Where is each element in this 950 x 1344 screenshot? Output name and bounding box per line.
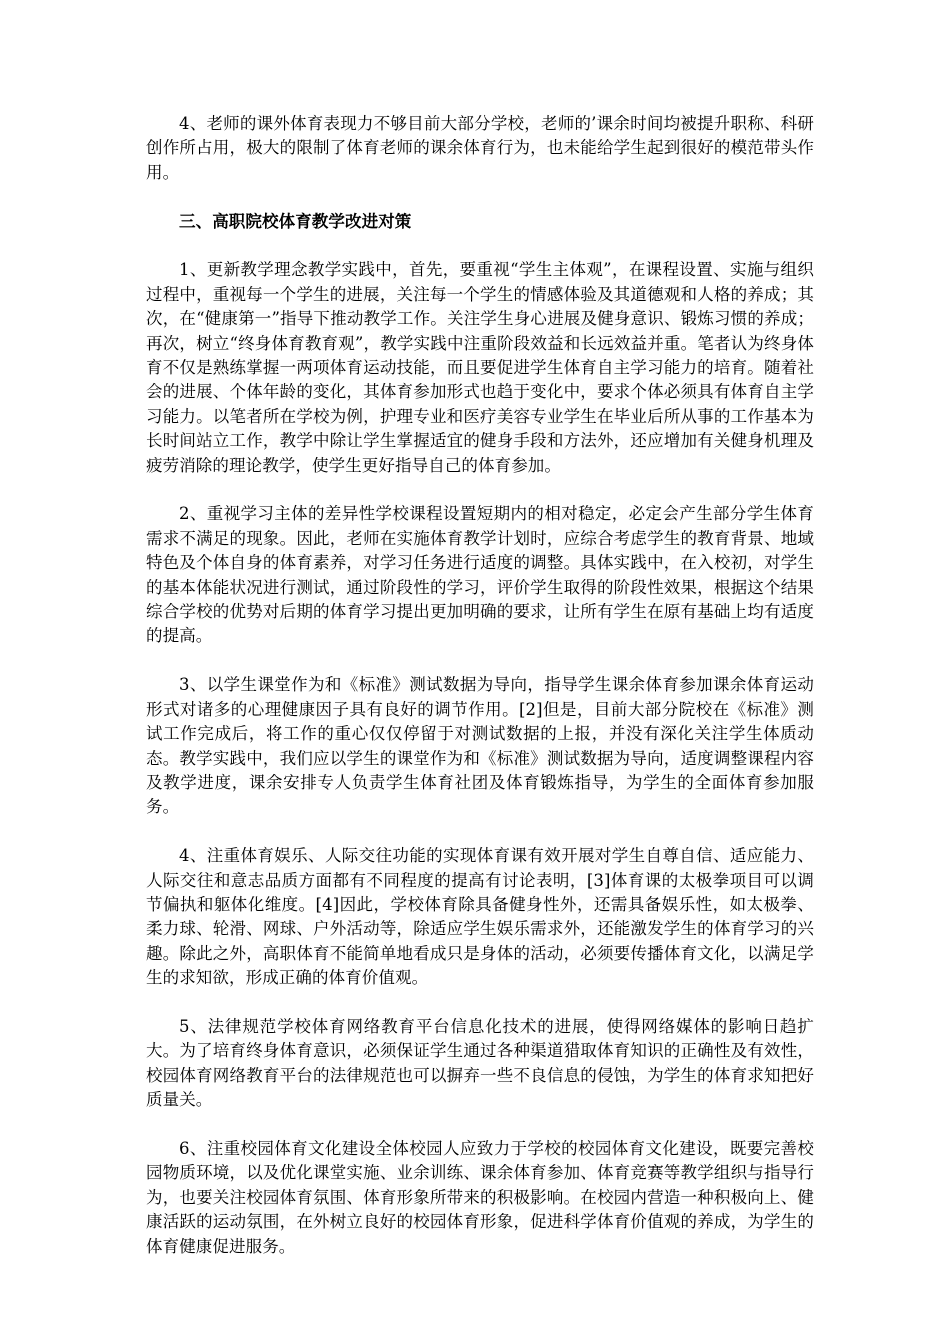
paragraph-campus-sports-culture: 6、注重校园体育文化建设全体校园人应致力于学校的校园体育文化建设，既要完善校园物质环境，以及优化课堂实施、业余训练、课余体育参加、体育竞赛等教学组织与指导行为，也要关注校园体育氛围、体育形象所带来的积极影响。在校园内营造一种积极向上、健康活跃的运动氛围，在外树立良好的校园体育形象，促进科学体育价值观的养成，为学生的体育健康促进服务。: [146, 1138, 814, 1256]
paragraph-network-platform-regulation: 5、法律规范学校体育网络教育平台信息化技术的进展，使得网络媒体的影响日趋扩大。为了培育终身体育意识，必须保证学生通过各种渠道猎取体育知识的正确性及有效性，校园体育网络教育平台的法律规范也可以摒弃一些不良信息的侵蚀，为学生的体育求知把好质量关。: [146, 1016, 814, 1110]
paragraph-entertainment-social-function: 4、注重体育娱乐、人际交往功能的实现体育课有效开展对学生自尊自信、适应能力、人际交往和意志品质方面都有不同程度的提高有讨论表明，[3]体育课的太极拳项目可以调节偏执和躯体化维度。[4]因此，学校体育除具备健身性外，还需具备娱乐性，如太极拳、柔力球、轮滑、网球、户外活动等，除适应学生娱乐需求外，还能激发学生的体育学习的兴趣。除此之外，高职体育不能简单地看成只是身体的活动，必须要传播体育文化，以满足学生的求知欲，形成正确的体育价值观。: [146, 846, 814, 988]
paragraph-teacher-performance: 4、老师的课外体育表现力不够目前大部分学校，老师的’课余时间均被提升职称、科研创作所占用，极大的限制了体育老师的课余体育行为，也未能给学生起到很好的模范带头作用。: [146, 114, 814, 182]
paragraph-standard-test-guidance: 3、以学生课堂作为和《标准》测试数据为导向，指导学生课余体育参加课余体育运动形式对诸多的心理健康因子具有良好的调节作用。[2]但是，目前大部分院校在《标准》测试工作完成后，将工作的重心仅仅停留于对测试数据的上报，并没有深化关注学生体质动态。教学实践中，我们应以学生的课堂作为和《标准》测试数据为导向，适度调整课程内容及教学进度，课余安排专人负责学生体育社团及体育锻炼指导，为学生的全面体育参加服务。: [146, 675, 814, 817]
paragraph-learner-differences: 2、重视学习主体的差异性学校课程设置短期内的相对稳定，必定会产生部分学生体育需求不满足的现象。因此，老师在实施体育教学计划时，应综合考虑学生的教育背景、地域特色及个体自身的体育素养，对学习任务进行适度的调整。具体实践中，在入校初，对学生的基本体能状况进行测试，通过阶段性的学习，评价学生取得的阶段性效果，根据这个结果综合学校的优势对后期的体育学习提出更加明确的要求，让所有学生在原有基础上均有适度的提高。: [146, 504, 814, 646]
document-page: [146, 112, 814, 1283]
paragraph-update-teaching-concept: 1、更新教学理念教学实践中，首先，要重视“学生主体观”，在课程设置、实施与组织过程中，重视每一个学生的进展，关注每一个学生的情感体验及其道德观和人格的养成；其次，在“健康第一”指导下推动教学工作。关注学生身心进展及健身意识、锻炼习惯的养成；再次，树立“终身体育教育观”，教学实践中注重阶段效益和长远效益并重。笔者认为终身体育不仅是熟练掌握一两项体育运动技能，而且要促进学生体育自主学习能力的培育。随着社会的进展、个体年龄的变化，其体育参加形式也趋于变化中，要求个体必须具有体育自主学习能力。以笔者所在学校为例，护理专业和医疗美容专业学生在毕业后所从事的工作基本为长时间站立工作，教学中除让学生掌握适宜的健身手段和方法外，还应增加有关健身机理及疲劳消除的理论教学，使学生更好指导自己的体育参加。: [146, 260, 814, 475]
section-heading: 三、高职院校体育教学改进对策: [179, 211, 412, 231]
